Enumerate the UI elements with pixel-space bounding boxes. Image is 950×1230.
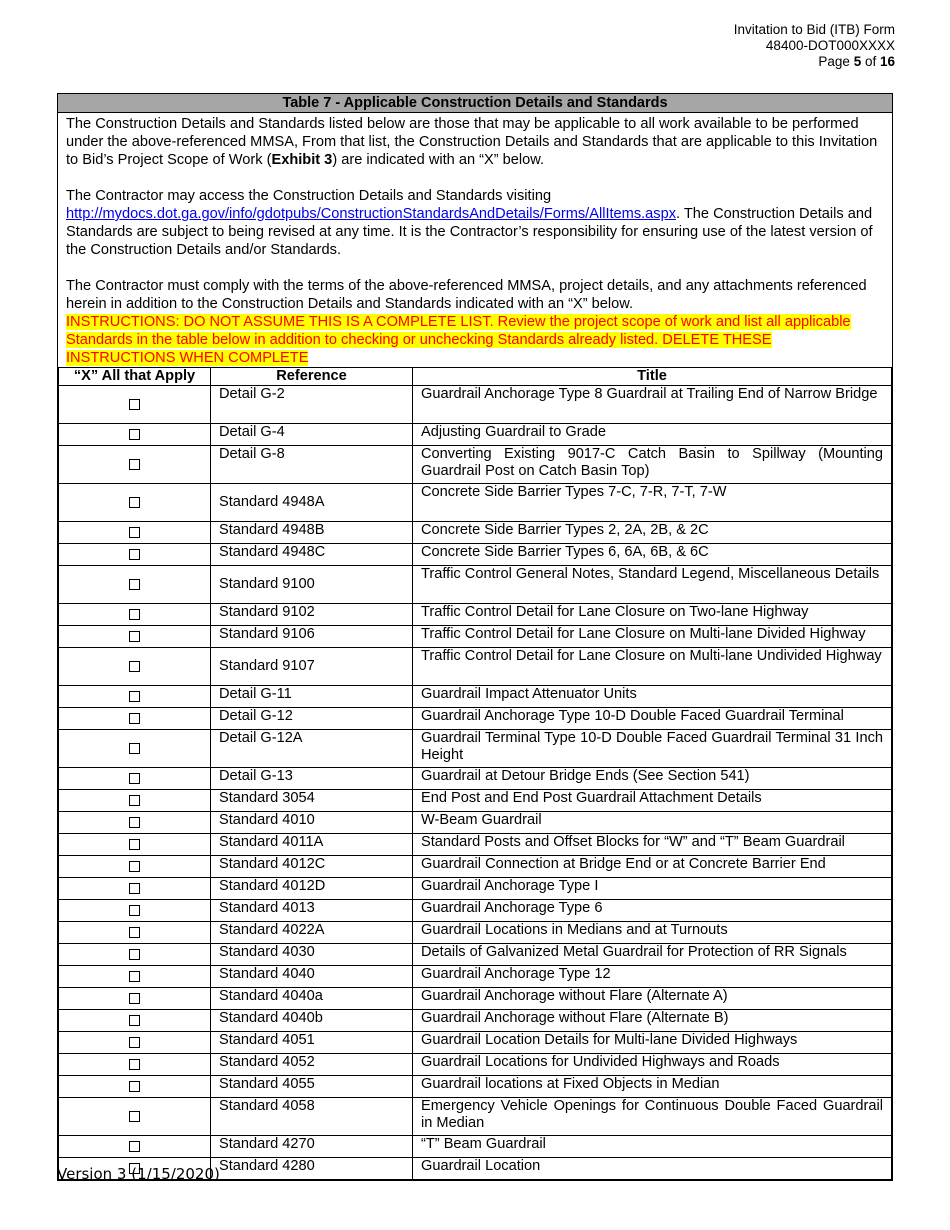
table-row [59,790,892,812]
title-cell: Concrete Side Barrier Types 2, 2A, 2B, & 2C [413,522,892,544]
reference-cell: Standard 4012D [211,878,413,900]
reference-cell: Standard 4012C [211,856,413,878]
reference-cell: Standard 4013 [211,900,413,922]
title-cell: Adjusting Guardrail to Grade [413,424,892,446]
table-row [59,878,892,900]
reference-cell: Standard 4948C [211,544,413,566]
checkbox-icon[interactable] [129,399,140,410]
checkbox-icon[interactable] [129,927,140,938]
reference-cell: Standard 4058 [211,1098,413,1136]
apply-cell [59,686,211,708]
title-cell: Guardrail Anchorage Type 12 [413,966,892,988]
table-row [59,944,892,966]
reference-cell: Standard 9107 [211,648,413,686]
table-row [59,900,892,922]
title-cell: Guardrail Anchorage Type I [413,878,892,900]
table-row [59,522,892,544]
title-cell: Guardrail at Detour Bridge Ends (See Section 541) [413,768,892,790]
reference-cell: Detail G-12A [211,730,413,768]
table-row [59,626,892,648]
reference-cell: Standard 4030 [211,944,413,966]
checkbox-icon[interactable] [129,549,140,560]
title-cell: Emergency Vehicle Openings for Continuous Double Faced Guardrail in Median [413,1098,892,1136]
apply-cell [59,446,211,484]
table-row [59,768,892,790]
title-cell: Traffic Control Detail for Lane Closure on Multi-lane Undivided Highway [413,648,892,686]
table-row [59,1098,892,1136]
reference-cell: Standard 4040 [211,966,413,988]
reference-cell: Detail G-8 [211,446,413,484]
reference-cell: Standard 4022A [211,922,413,944]
title-cell: Guardrail Locations in Medians and at Turnouts [413,922,892,944]
standards-table [58,367,892,1180]
instructions-note: INSTRUCTIONS: DO NOT ASSUME THIS IS A COMPLETE LIST. Review the project scope of work and list all applicable Standards in the table below in addition to checking or unchecking Standards already listed. DELETE THESE INSTRUCTIONS WHEN COMPLETE [66,314,851,366]
page-header [734,22,895,70]
reference-cell: Standard 4010 [211,812,413,834]
table-title: Table 7 - Applicable Construction Details and Standards [58,94,892,113]
title-cell: Guardrail Anchorage Type 10-D Double Faced Guardrail Terminal [413,708,892,730]
apply-cell [59,922,211,944]
checkbox-icon[interactable] [129,429,140,440]
form-title: Invitation to Bid (ITB) Form [733,22,895,37]
title-cell: Guardrail Impact Attenuator Units [413,686,892,708]
apply-cell [59,566,211,604]
apply-cell [59,768,211,790]
title-cell: Concrete Side Barrier Types 6, 6A, 6B, & 6C [413,544,892,566]
checkbox-icon[interactable] [129,743,140,754]
checkbox-icon[interactable] [129,691,140,702]
checkbox-icon[interactable] [129,1037,140,1048]
checkbox-icon[interactable] [129,795,140,806]
title-cell: Guardrail Anchorage Type 6 [413,900,892,922]
apply-cell [59,544,211,566]
checkbox-icon[interactable] [129,1141,140,1152]
table-row [59,424,892,446]
page-total: 16 [879,54,895,69]
checkbox-icon[interactable] [129,459,140,470]
checkbox-icon[interactable] [129,631,140,642]
reference-cell: Standard 4270 [211,1136,413,1158]
reference-cell: Standard 4052 [211,1054,413,1076]
table-row [59,566,892,604]
title-cell: Guardrail Connection at Bridge End or at Concrete Barrier End [413,856,892,878]
apply-cell [59,730,211,768]
apply-cell [59,856,211,878]
table-row [59,812,892,834]
checkbox-icon[interactable] [129,905,140,916]
apply-cell [59,386,211,424]
title-cell: Traffic Control Detail for Lane Closure on Two-lane Highway [413,604,892,626]
apply-cell [59,900,211,922]
apply-cell [59,878,211,900]
checkbox-icon[interactable] [129,883,140,894]
intro-paragraph-3: The Contractor must comply with the terms of the above-referenced MMSA, project details, and any attachments referenced herein in addition to the Construction Details and Standards indicated with an “X” below. [66,278,867,312]
apply-cell [59,790,211,812]
apply-cell [59,626,211,648]
apply-cell [59,812,211,834]
apply-cell [59,604,211,626]
checkbox-icon[interactable] [129,609,140,620]
checkbox-icon[interactable] [129,861,140,872]
table-row [59,446,892,484]
title-cell: Guardrail locations at Fixed Objects in Median [413,1076,892,1098]
table-row [59,834,892,856]
reference-cell: Detail G-2 [211,386,413,424]
checkbox-icon[interactable] [129,527,140,538]
apply-cell [59,966,211,988]
table-row [59,856,892,878]
table-row [59,1032,892,1054]
apply-cell [59,424,211,446]
table-row [59,730,892,768]
reference-cell: Standard 9106 [211,626,413,648]
table-row [59,1054,892,1076]
apply-cell [59,988,211,1010]
reference-cell: Standard 3054 [211,790,413,812]
apply-cell [59,1054,211,1076]
title-cell: Traffic Control Detail for Lane Closure on Multi-lane Divided Highway [413,626,892,648]
reference-cell: Standard 4040b [211,1010,413,1032]
apply-cell [59,1136,211,1158]
apply-cell [59,522,211,544]
reference-cell: Standard 4948B [211,522,413,544]
title-cell: Concrete Side Barrier Types 7-C, 7-R, 7-T, 7-W [413,484,892,522]
standards-link[interactable]: http://mydocs.dot.ga.gov/info/gdotpubs/ConstructionStandardsAndDetails/Forms/AllItems.aspx [66,206,677,222]
apply-cell [59,1010,211,1032]
checkbox-icon[interactable] [129,497,140,508]
table-row [59,1010,892,1032]
checkbox-icon[interactable] [129,579,140,590]
apply-cell [59,648,211,686]
title-cell: W-Beam Guardrail [413,812,892,834]
title-cell: Guardrail Anchorage without Flare (Alternate A) [413,988,892,1010]
reference-cell: Standard 9100 [211,566,413,604]
table-row [59,604,892,626]
apply-cell [59,1032,211,1054]
reference-cell: Detail G-4 [211,424,413,446]
table-row [59,386,892,424]
reference-cell: Standard 4051 [211,1032,413,1054]
title-cell: Details of Galvanized Metal Guardrail for Protection of RR Signals [413,944,892,966]
table-row [59,1076,892,1098]
checkbox-icon[interactable] [129,949,140,960]
reference-cell: Standard 4040a [211,988,413,1010]
table-row [59,544,892,566]
col-header-title: Title [413,368,892,386]
title-cell: Guardrail Location [413,1158,892,1180]
table-row [59,708,892,730]
checkbox-icon[interactable] [129,1059,140,1070]
table-row [59,988,892,1010]
title-cell: Guardrail Anchorage Type 8 Guardrail at Trailing End of Narrow Bridge [413,386,892,424]
checkbox-icon[interactable] [129,661,140,672]
intro-paragraph-2: The Contractor may access the Construction Details and Standards visiting http://mydocs.dot.ga.gov/info/gdotpubs/ConstructionStandardsAndDetails/Forms/AllItems.aspx. The Construction Details and Standards are subject to being revised at any time. It is the Contractor’s responsibility for ensuring use of the latest version of the Construction Details and/or Standards. [66,188,873,258]
checkbox-icon[interactable] [129,1111,140,1122]
reference-cell: Detail G-13 [211,768,413,790]
version-footer: Version 3 (1/15/2020) [57,1165,220,1183]
intro-text [58,113,892,367]
title-cell: Guardrail Locations for Undivided Highways and Roads [413,1054,892,1076]
table-row [59,1136,892,1158]
title-cell: Guardrail Anchorage without Flare (Alternate B) [413,1010,892,1032]
checkbox-icon[interactable] [129,1081,140,1092]
reference-cell: Detail G-12 [211,708,413,730]
table-row [59,922,892,944]
reference-cell: Standard 4948A [211,484,413,522]
table-row [59,966,892,988]
checkbox-icon[interactable] [129,971,140,982]
reference-cell: Standard 4011A [211,834,413,856]
apply-cell [59,1076,211,1098]
reference-cell: Standard 4280 [211,1158,413,1180]
table-row [59,648,892,686]
apply-cell [59,484,211,522]
apply-cell [59,834,211,856]
title-cell: End Post and End Post Guardrail Attachment Details [413,790,892,812]
intro-paragraph-1: The Construction Details and Standards listed below are those that may be applicable to all work available to be performed under the above-referenced MMSA, From that list, the Construction Details and Standards that are applicable to this Invitation to Bid’s Project Scope of Work (Exhibit 3) are indicated with an “X” below. [66,116,878,168]
title-cell: Converting Existing 9017-C Catch Basin to Spillway (Mounting Guardrail Post on Catch Basin Top) [413,446,892,484]
page-current: 5 [853,54,862,69]
title-cell: Guardrail Terminal Type 10-D Double Faced Guardrail Terminal 31 Inch Height [413,730,892,768]
checkbox-icon[interactable] [129,993,140,1004]
checkbox-icon[interactable] [129,839,140,850]
title-cell: Standard Posts and Offset Blocks for “W” and “T” Beam Guardrail [413,834,892,856]
col-header-reference: Reference [211,368,413,386]
checkbox-icon[interactable] [129,817,140,828]
table-row [59,484,892,522]
apply-cell [59,708,211,730]
apply-cell [59,944,211,966]
checkbox-icon[interactable] [129,713,140,724]
page-indicator: Page 5 of 16 [818,54,895,69]
title-cell: Guardrail Location Details for Multi-lane Divided Highways [413,1032,892,1054]
title-cell: “T” Beam Guardrail [413,1136,892,1158]
table-header-row [59,368,892,386]
apply-cell [59,1098,211,1136]
form-number: 48400-DOT000XXXX [765,38,895,53]
reference-cell: Detail G-11 [211,686,413,708]
col-header-apply: “X” All that Apply [59,368,211,386]
checkbox-icon[interactable] [129,773,140,784]
reference-cell: Standard 4055 [211,1076,413,1098]
checkbox-icon[interactable] [129,1015,140,1026]
title-cell: Traffic Control General Notes, Standard Legend, Miscellaneous Details [413,566,892,604]
standards-table-container [57,93,893,1181]
table-row [59,686,892,708]
reference-cell: Standard 9102 [211,604,413,626]
